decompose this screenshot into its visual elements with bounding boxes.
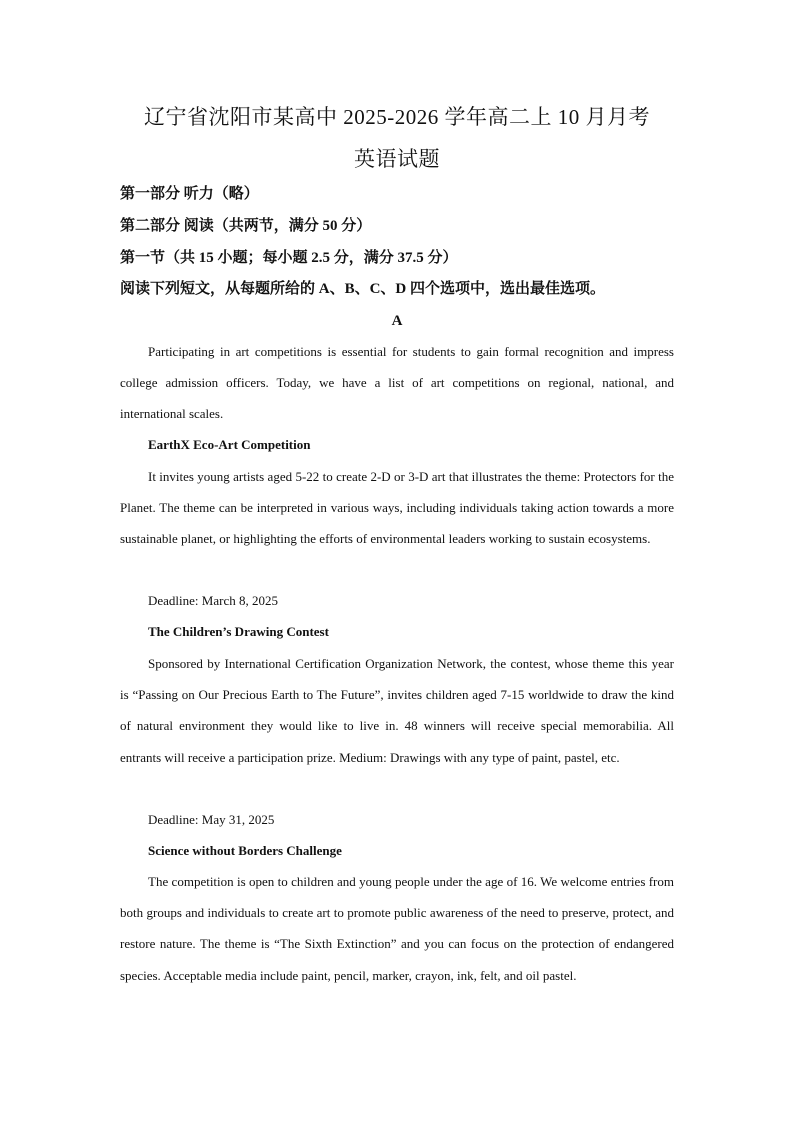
competition-1-name: EarthX Eco-Art Competition — [148, 437, 311, 452]
section1-heading: 第一节（共 15 小题；每小题 2.5 分，满分 37.5 分） — [120, 250, 458, 266]
page-title: 辽宁省沈阳市某高中 2025-2026 学年高二上 10 月月考 — [144, 105, 650, 129]
competition-2-deadline: Deadline: May 31, 2025 — [148, 812, 275, 827]
competition-2-name: The Children’s Drawing Contest — [148, 624, 329, 639]
part2-heading: 第二部分 阅读（共两节，满分 50 分） — [120, 218, 372, 234]
reading-directions: 阅读下列短文，从每题所给的 A、B、C、D 四个选项中，选出最佳选项。 — [120, 281, 606, 297]
competition-3-description: The competition is open to children and young people under the age of 16. We welcome entries from both groups and individuals to create art to promote public awareness of the need to preserve, protect, and restore nature. The theme is “The Sixth Extinction” and you can focus on the protection of endangered species. Acceptable media include paint, pencil, marker, crayon, ink, felt, and oil pastel. — [120, 874, 674, 983]
competition-2-description: Sponsored by International Certification Organization Network, the contest, whose theme this year is “Passing on Our Precious Earth to The Future”, invites children aged 7-15 worldwide to draw the kind of natural environment they would like to live in. 48 winners will receive special memorabilia. All entrants will receive a participation prize. Medium: Drawings with any type of paint, pastel, etc. — [120, 656, 674, 765]
passage-intro: Participating in art competitions is essential for students to gain formal recognition and impress college admission officers. Today, we have a list of art competitions on regional, national, and international scales. — [120, 344, 674, 422]
part1-heading: 第一部分 听力（略） — [120, 186, 259, 202]
page-subtitle: 英语试题 — [354, 147, 440, 171]
competition-1-deadline: Deadline: March 8, 2025 — [148, 593, 278, 608]
passage-label: A — [391, 313, 403, 329]
competition-1-description: It invites young artists aged 5-22 to create 2-D or 3-D art that illustrates the theme: Protectors for the Planet. The theme can be interpreted in various ways, including individuals taking action towards a more sustainable planet, or highlighting the efforts of environmental leaders working to sustain ecosystems. — [120, 469, 674, 547]
competition-3-name: Science without Borders Challenge — [148, 843, 342, 858]
